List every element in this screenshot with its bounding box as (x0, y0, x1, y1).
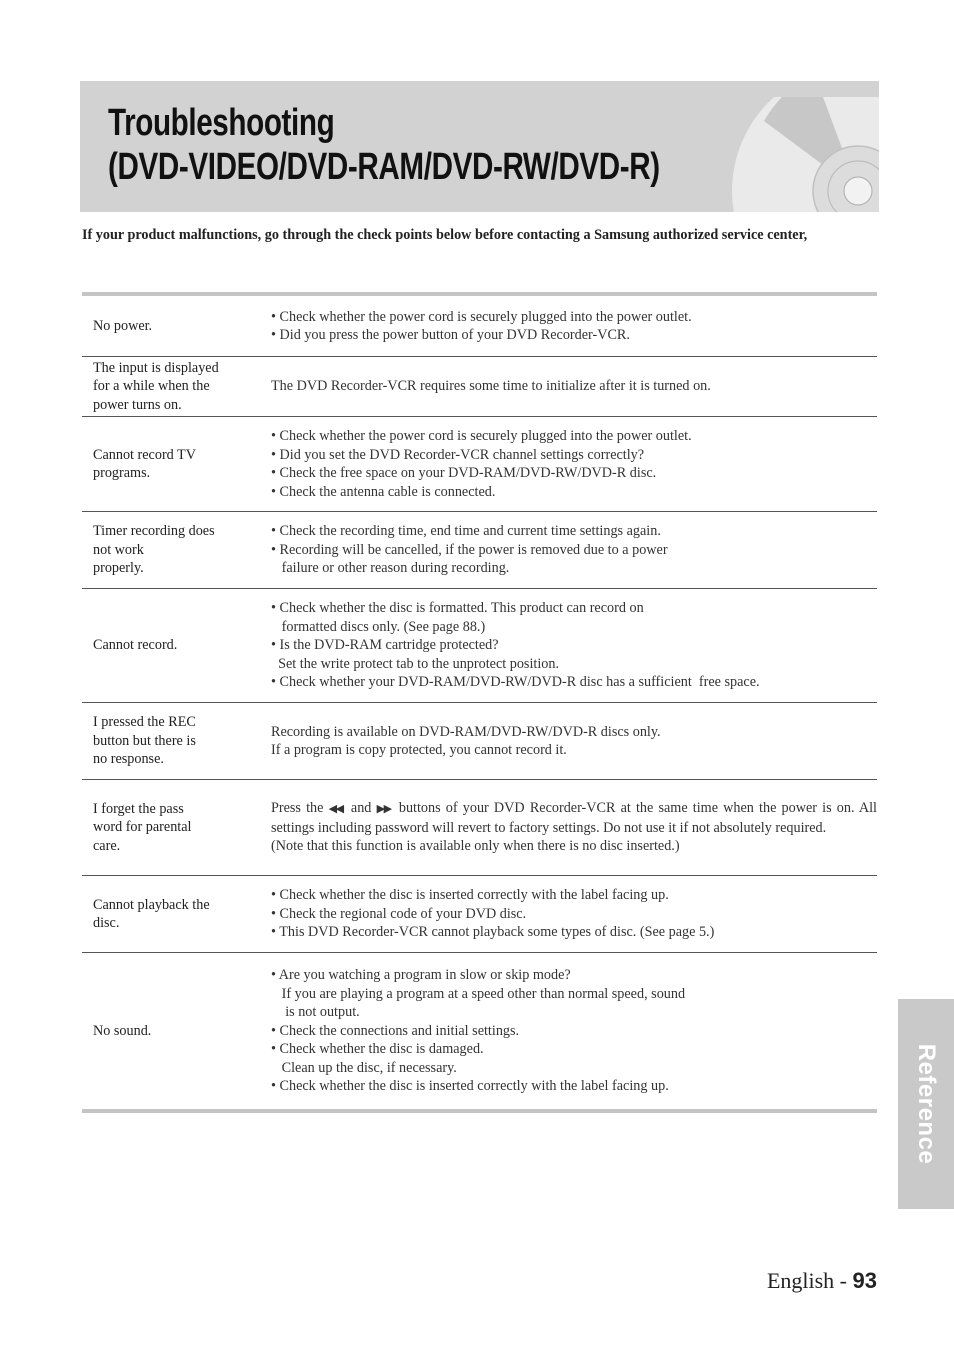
solution-cell (271, 886, 877, 942)
table-row (82, 588, 877, 702)
solution-line: Recording is available on DVD-RAM/DVD-RW/DVD-R discs only. (271, 723, 661, 740)
solution-cell (271, 522, 877, 578)
solution-line: The DVD Recorder-VCR requires some time to initialize after it is turned on. (271, 378, 711, 395)
solution-line: If a program is copy protected, you cannot record it. (271, 742, 567, 758)
problem-cell (82, 1022, 271, 1041)
solution-line: is not output. (271, 1004, 360, 1021)
problem-cell (82, 896, 271, 933)
solution-line: • Check whether the disc is inserted correctly with the label facing up. (271, 887, 669, 904)
problem-line: button but there is (93, 732, 196, 749)
disc-icon (724, 97, 879, 212)
page-title (108, 101, 660, 189)
table-row (82, 702, 877, 779)
problem-line: not work (93, 541, 144, 558)
solution-line: • Check the connections and initial settings. (271, 1022, 520, 1039)
table-row (82, 356, 877, 416)
problem-cell (82, 800, 271, 856)
solution-text: buttons of your DVD Recorder-VCR at the same time when the power is on. All settings including password will revert to factory settings. Do not use it if not absolutely required. (271, 800, 877, 836)
problem-cell (82, 317, 271, 336)
problem-line: I pressed the REC (93, 714, 196, 731)
solution-text: and (350, 800, 372, 817)
title-line-1: Troubleshooting (108, 102, 335, 144)
solution-line: • Check whether the disc is inserted correctly with the label facing up. (271, 1078, 669, 1095)
solution-line: • Check the regional code of your DVD disc. (271, 905, 527, 922)
solution-cell (271, 427, 877, 501)
fast-forward-icon: ▶▶ (376, 803, 391, 816)
solution-line: • This DVD Recorder-VCR cannot playback some types of disc. (See page 5.) (271, 924, 715, 941)
solution-line: failure or other reason during recording. (271, 560, 510, 577)
page-footer (767, 1268, 877, 1294)
reference-side-tab (898, 999, 954, 1209)
problem-line: properly. (93, 560, 144, 577)
solution-line: • Is the DVD-RAM cartridge protected? (271, 637, 499, 654)
solution-cell (271, 308, 877, 345)
problem-line: Timer recording does (93, 523, 215, 540)
problem-line: no response. (93, 751, 164, 768)
problem-cell (82, 636, 271, 655)
solution-line: Clean up the disc, if necessary. (271, 1059, 457, 1076)
problem-cell (82, 446, 271, 483)
problem-line: No power. (93, 317, 153, 334)
title-line-2: (DVD-VIDEO/DVD-RAM/DVD-RW/DVD-R) (108, 146, 660, 188)
table-row (82, 296, 877, 356)
solution-cell (271, 377, 877, 396)
solution-line: • Check whether the disc is damaged. (271, 1041, 484, 1058)
problem-line: care. (93, 837, 121, 854)
problem-cell (82, 522, 271, 578)
page-number: 93 (852, 1268, 877, 1293)
problem-line: Cannot record TV (93, 446, 196, 463)
solution-line: • Check whether the disc is formatted. This product can record on (271, 600, 644, 617)
problem-line: disc. (93, 915, 120, 931)
solution-line: Set the write protect tab to the unprotect position. (271, 655, 560, 672)
solution-text: Press the (271, 800, 324, 817)
problem-line: programs. (93, 465, 151, 481)
problem-line: The input is displayed (93, 359, 219, 376)
problem-cell (82, 713, 271, 769)
solution-cell (271, 723, 877, 760)
table-row (82, 511, 877, 588)
side-tab-label: Reference (913, 1043, 940, 1165)
solution-line: • Check the antenna cable is connected. (271, 483, 496, 500)
solution-line: • Check whether your DVD-RAM/DVD-RW/DVD-R disc has a sufficient free space. (271, 674, 760, 691)
title-banner (80, 81, 879, 212)
solution-paragraph (271, 799, 877, 837)
problem-line: word for parental (93, 819, 192, 836)
rewind-icon: ◀◀ (328, 803, 343, 816)
solution-cell (271, 799, 877, 856)
solution-line: • Did you press the power button of your DVD Recorder-VCR. (271, 327, 630, 343)
problem-line: Cannot record. (93, 637, 178, 654)
solution-line: • Are you watching a program in slow or skip mode? (271, 967, 571, 984)
solution-line: • Check whether the power cord is securely plugged into the power outlet. (271, 428, 692, 444)
intro-text: If your product malfunctions, go through the check points below before contacting a Samsung authorized service center, (82, 227, 808, 243)
solution-line: • Check whether the power cord is securely plugged into the power outlet. (271, 308, 692, 325)
problem-cell (82, 359, 271, 415)
solution-line: If you are playing a program at a speed other than normal speed, sound (271, 985, 686, 1002)
table-row (82, 779, 877, 875)
table-row (82, 416, 877, 511)
problem-line: Cannot playback the (93, 896, 210, 913)
problem-line: No sound. (93, 1022, 152, 1039)
solution-note: (Note that this function is available only when there is no disc inserted.) (271, 838, 680, 855)
solution-cell (271, 966, 877, 1096)
problem-line: I forget the pass (93, 800, 184, 817)
footer-language: English - (766, 1268, 853, 1293)
troubleshooting-table (82, 292, 877, 1113)
table-row (82, 952, 877, 1109)
problem-line: for a while when the (93, 378, 210, 395)
solution-line: • Check the recording time, end time and current time settings again. (271, 523, 661, 540)
table-row (82, 875, 877, 952)
solution-line: formatted discs only. (See page 88.) (271, 618, 486, 635)
solution-line: • Recording will be cancelled, if the power is removed due to a power (271, 541, 668, 558)
solution-cell (271, 599, 877, 692)
solution-line: • Did you set the DVD Recorder-VCR channel settings correctly? (271, 446, 645, 463)
solution-line: • Check the free space on your DVD-RAM/DVD-RW/DVD-R disc. (271, 465, 657, 481)
problem-line: power turns on. (93, 396, 182, 413)
